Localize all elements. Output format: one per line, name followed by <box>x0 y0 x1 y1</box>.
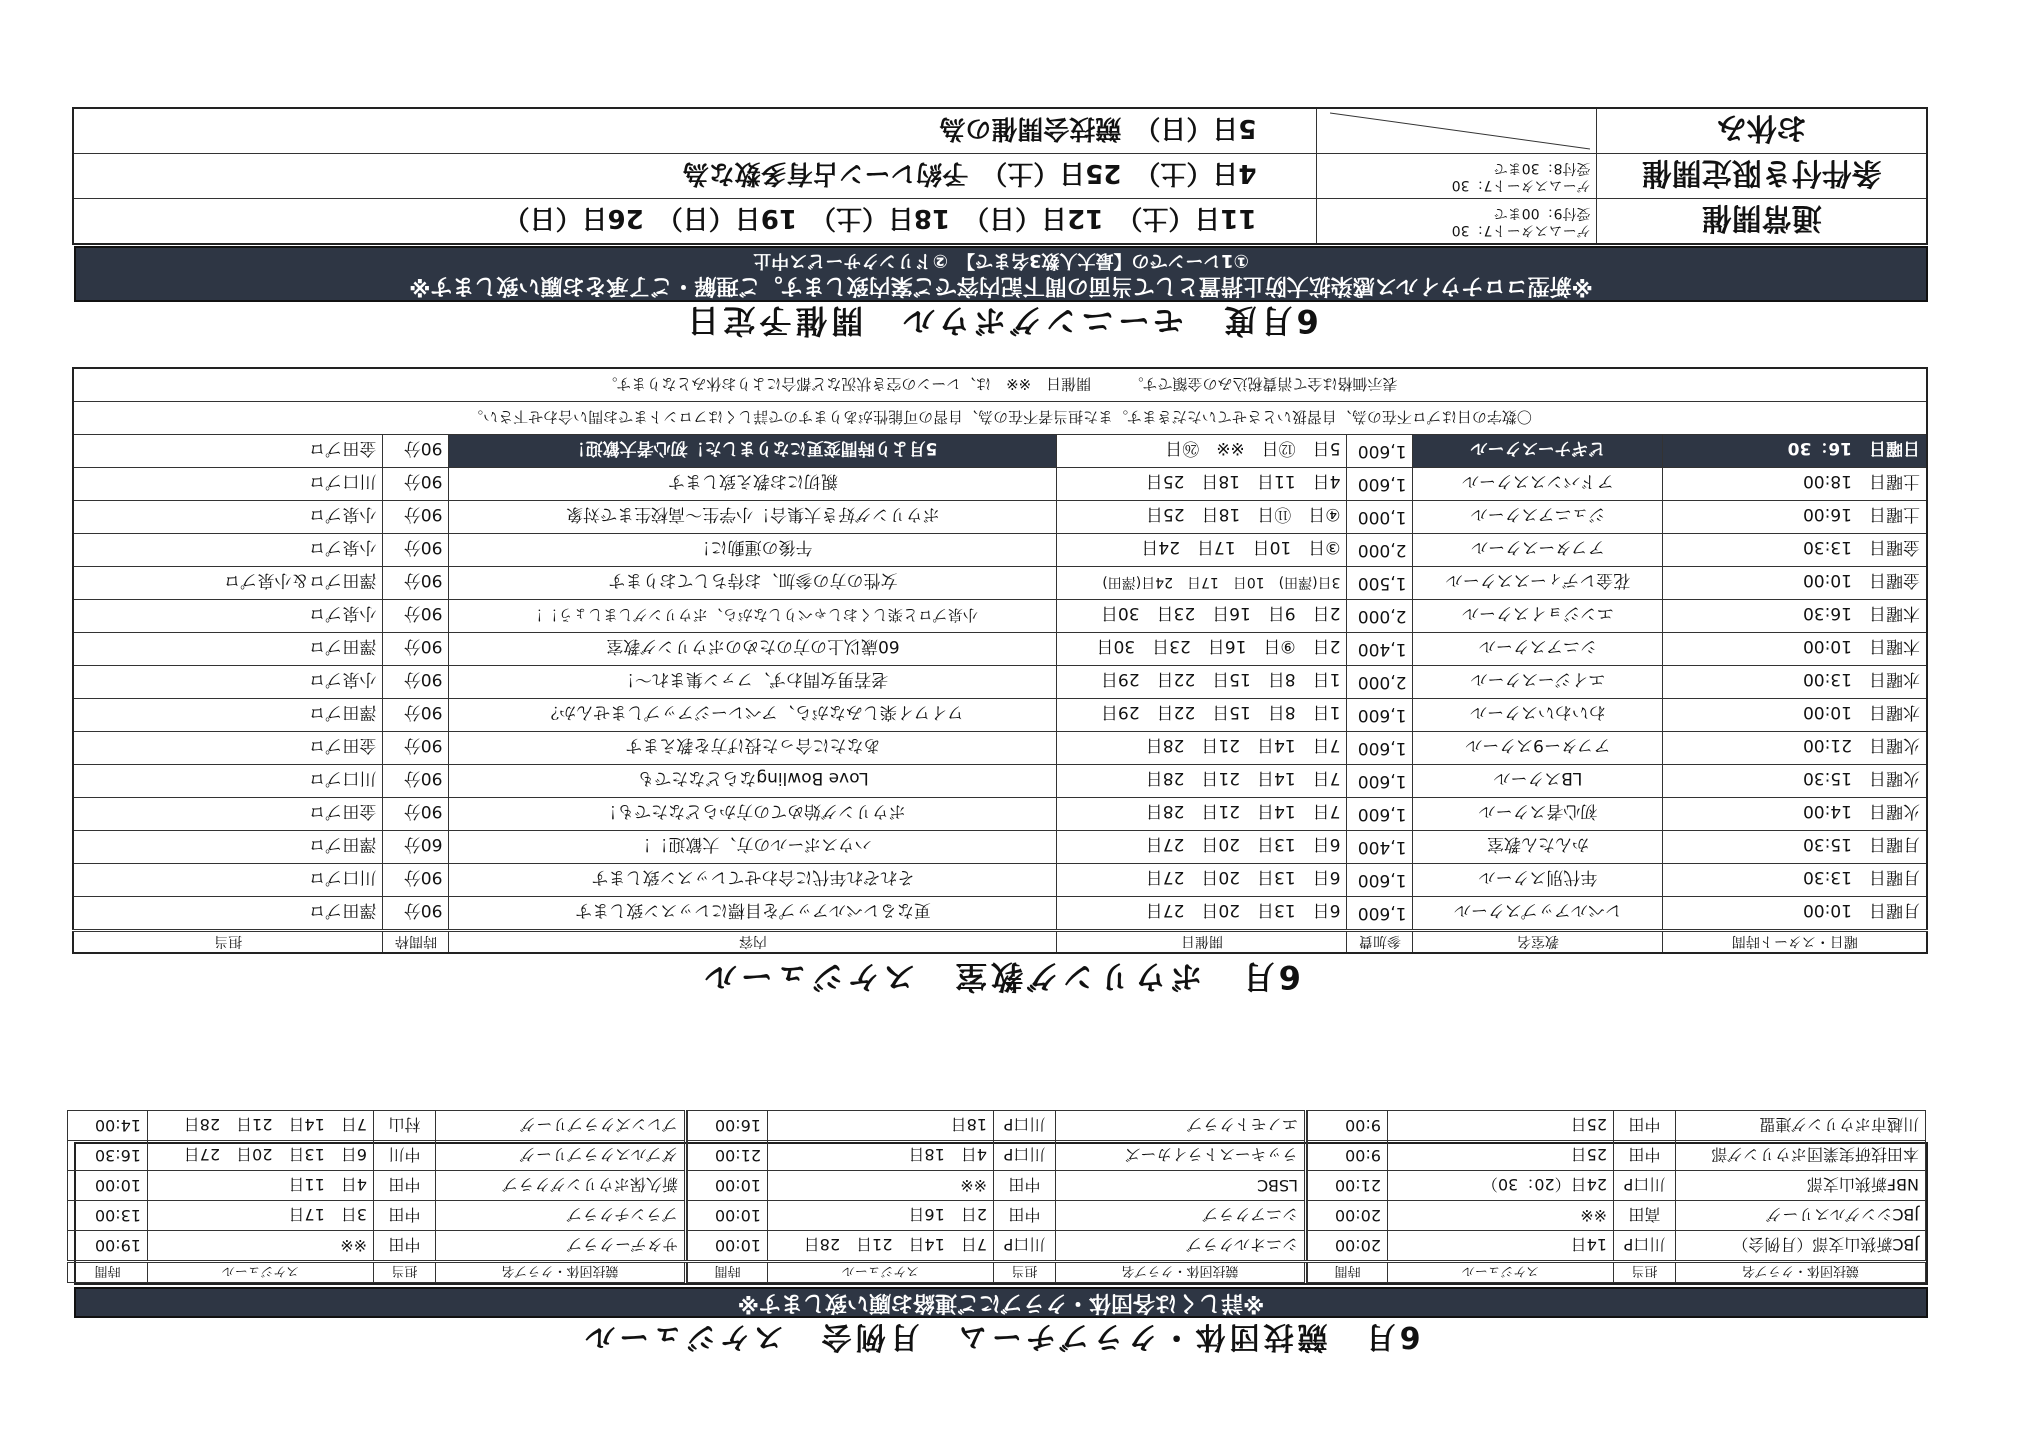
club-row <box>1308 1201 1926 1231</box>
lesson-dates: 2日 ⑨日 16日 23日 30日 <box>1057 633 1347 666</box>
club-row <box>1308 1111 1926 1141</box>
lesson-row <box>73 831 1927 864</box>
club-name: 新久保ボウリングクラブ <box>436 1171 686 1201</box>
lesson-row <box>73 633 1927 666</box>
lesson-dates: 1日 8日 15日 22日 29日 <box>1057 666 1347 699</box>
morning-row <box>73 154 1927 199</box>
morning-title: 6月度 モーニングボウル 開催予定日 <box>683 302 1319 340</box>
club-staff: 中田 <box>374 1231 436 1262</box>
lesson-staff: 金田プロ <box>73 435 383 468</box>
club-staff: 中田 <box>994 1201 1056 1231</box>
club-row <box>1308 1141 1926 1171</box>
lesson-slot: 90分 <box>383 633 449 666</box>
club-time: 20:00 <box>1308 1201 1388 1231</box>
club-staff: 高田 <box>1614 1201 1676 1231</box>
club-schedule: ※※ <box>768 1171 994 1201</box>
lesson-name: アドバンススクール <box>1413 468 1663 501</box>
lesson-row <box>73 765 1927 798</box>
lesson-row <box>73 798 1927 831</box>
lesson-staff: 川口プロ <box>73 468 383 501</box>
lesson-fee: 1,500 <box>1347 567 1413 600</box>
club-time: 9:00 <box>1308 1141 1388 1171</box>
club-row <box>688 1171 1306 1201</box>
club-schedule: 2日 16日 <box>768 1201 994 1231</box>
clubs-header-row <box>688 1262 1306 1283</box>
club-name: ラッキーストライカーズ <box>1056 1141 1306 1171</box>
lesson-name: エイジースクール <box>1413 666 1663 699</box>
lesson-content: 更なるレベルアップを目標にレッスン致します <box>449 897 1057 931</box>
club-schedule-header: スケジュール <box>768 1262 994 1283</box>
lesson-staff: 澤田プロ＆小泉プロ <box>73 567 383 600</box>
lesson-day: 土曜日 18:00 <box>1663 468 1927 501</box>
club-schedule: ※※ <box>148 1231 374 1262</box>
lesson-slot: 90分 <box>383 699 449 732</box>
lesson-dates: ④日 ⑪日 18日 25日 <box>1057 501 1347 534</box>
lesson-staff: 澤田プロ <box>73 831 383 864</box>
club-name: ダブルスクラブリーグ <box>436 1141 686 1171</box>
club-time: 10:00 <box>688 1201 768 1231</box>
clubs-table-3 <box>67 1110 687 1283</box>
lesson-name: レベルアップスクール <box>1413 897 1663 931</box>
lesson-slot: 90分 <box>383 468 449 501</box>
lesson-day: 木曜日 16:30 <box>1663 600 1927 633</box>
lesson-row <box>73 666 1927 699</box>
morning-sub-notice: ①1レーンでの【最大人数3名まで】 ②ドリンクサービス中止 <box>753 250 1249 271</box>
lesson-slot-header: 時間枠 <box>383 931 449 954</box>
club-name: シニアクラブ <box>1056 1201 1306 1231</box>
club-name: JBC新狭山支部（月例会） <box>1676 1231 1926 1262</box>
club-row <box>68 1201 686 1231</box>
club-schedule: 25日 <box>1388 1141 1614 1171</box>
lesson-name: 花金レディーススクール <box>1413 567 1663 600</box>
lesson-dates: 7日 14日 21日 28日 <box>1057 765 1347 798</box>
lesson-fee: 1,400 <box>1347 831 1413 864</box>
lesson-slot: 90分 <box>383 732 449 765</box>
morning-start-time: ゲームスタート7：30 <box>1451 177 1591 193</box>
lesson-slot: 90分 <box>383 567 449 600</box>
lesson-fee: 2,000 <box>1347 666 1413 699</box>
lesson-staff: 小泉プロ <box>73 501 383 534</box>
clubs-header-row <box>1308 1262 1926 1283</box>
club-schedule-header: スケジュール <box>148 1262 374 1283</box>
lesson-name: わいわいスクール <box>1413 699 1663 732</box>
lesson-fee: 2,000 <box>1347 600 1413 633</box>
lesson-name: エンジョイスクール <box>1413 600 1663 633</box>
club-schedule-header: スケジュール <box>1388 1262 1614 1283</box>
club-name: NBF新狭山支部 <box>1676 1171 1926 1201</box>
club-time-header: 時間 <box>1308 1262 1388 1283</box>
club-row <box>68 1111 686 1141</box>
lesson-dates: 4日 11日 18日 25日 <box>1057 468 1347 501</box>
club-name: 本田技研実業団ボウリング部 <box>1676 1141 1926 1171</box>
lesson-fee: 2,000 <box>1347 534 1413 567</box>
lesson-content: それぞれ年代に合わせてレッスン致します <box>449 864 1057 897</box>
club-time: 10:00 <box>68 1171 148 1201</box>
morning-row <box>73 108 1927 154</box>
lesson-row <box>73 864 1927 897</box>
lesson-name: シニアスクール <box>1413 633 1663 666</box>
lesson-content: 60歳以上の方のためのボウリング教室 <box>449 633 1057 666</box>
club-staff-header: 担当 <box>1614 1262 1676 1283</box>
lesson-slot: 90分 <box>383 534 449 567</box>
lesson-fee: 1,400 <box>1347 633 1413 666</box>
lesson-fee: 1,600 <box>1347 765 1413 798</box>
lesson-staff: 川口プロ <box>73 864 383 897</box>
lesson-slot: 90分 <box>383 435 449 468</box>
lesson-content: 5月より時間変更になりました！初心者大歓迎！ <box>449 435 1057 468</box>
club-staff: 村山 <box>374 1111 436 1141</box>
morning-label: 通常開催 <box>1597 199 1927 245</box>
lesson-row <box>73 600 1927 633</box>
club-name: 川越市ボウリング連盟 <box>1676 1111 1926 1141</box>
clubs-table-1 <box>1307 1110 1926 1283</box>
lesson-staff: 小泉プロ <box>73 666 383 699</box>
lesson-day: 火曜日 21:00 <box>1663 732 1927 765</box>
club-staff: 中田 <box>374 1171 436 1201</box>
club-staff: 中田 <box>994 1171 1056 1201</box>
club-staff-header: 担当 <box>374 1262 436 1283</box>
morning-start-time: ゲームスタート7：30 <box>1451 222 1591 238</box>
lessons-table <box>72 367 1928 954</box>
lesson-fee: 1,600 <box>1347 468 1413 501</box>
lesson-day: 火曜日 14:00 <box>1663 798 1927 831</box>
lesson-slot: 90分 <box>383 798 449 831</box>
lesson-name: ビギナースクール <box>1413 435 1663 468</box>
morning-table <box>72 107 1928 245</box>
lesson-dates: 6日 13日 20日 27日 <box>1057 831 1347 864</box>
club-row <box>688 1201 1306 1231</box>
lesson-day-header: 曜日・スタート時間 <box>1663 931 1927 954</box>
lesson-content: ワイワイ楽しみながら、アベレージアップしませんか？ <box>449 699 1057 732</box>
club-name: サタデークラブ <box>436 1231 686 1262</box>
lesson-name: 年代別スクール <box>1413 864 1663 897</box>
morning-time <box>1317 199 1597 245</box>
lesson-day: 金曜日 10:00 <box>1663 567 1927 600</box>
lesson-row <box>73 567 1927 600</box>
club-staff: 川口P <box>994 1111 1056 1141</box>
club-staff: 川口P <box>994 1141 1056 1171</box>
club-staff: 川口P <box>1614 1231 1676 1262</box>
club-time-header: 時間 <box>688 1262 768 1283</box>
club-name-header: 競技団体・クラブ名 <box>436 1262 686 1283</box>
lesson-name: LBスクール <box>1413 765 1663 798</box>
lesson-staff: 金田プロ <box>73 798 383 831</box>
morning-label: お休み <box>1597 108 1927 154</box>
lesson-fee: 1,600 <box>1347 435 1413 468</box>
lesson-day: 土曜日 16:00 <box>1663 501 1927 534</box>
lesson-row <box>73 501 1927 534</box>
lesson-day: 月曜日 13:30 <box>1663 864 1927 897</box>
lesson-staff-header: 担当 <box>73 931 383 954</box>
lesson-dates: 5日 ⑫日 ※※ ㉖日 <box>1057 435 1347 468</box>
club-schedule: 24日（20：30） <box>1388 1171 1614 1201</box>
club-name: シニオルクラブ <box>1056 1231 1306 1262</box>
club-schedule: 14日 <box>1388 1231 1614 1262</box>
lesson-day: 月曜日 10:00 <box>1663 897 1927 931</box>
lesson-content: 老若男女問わず、ファン集まれ～！ <box>449 666 1057 699</box>
lesson-slot: 60分 <box>383 831 449 864</box>
lesson-name: ジュニアスクール <box>1413 501 1663 534</box>
lesson-slot: 90分 <box>383 501 449 534</box>
morning-time <box>1317 154 1597 199</box>
club-schedule: ※※ <box>1388 1201 1614 1231</box>
lesson-row <box>73 534 1927 567</box>
lesson-dates-header: 開催日 <box>1057 931 1347 954</box>
lesson-fee: 1,600 <box>1347 699 1413 732</box>
lesson-fee: 1,000 <box>1347 501 1413 534</box>
morning-dates: 4日（土） 25日（土） 予約レーン占有多数な為 <box>73 154 1317 199</box>
club-staff-header: 担当 <box>994 1262 1056 1283</box>
lesson-note-1: 〇数字の日はプロ不在の為、自習扱いとさせていただきます。また担当者不在の為、自習の可能性がありますので詳しくはフロントまでお問い合わせ下さい。 <box>73 402 1927 435</box>
club-row <box>688 1231 1306 1262</box>
lesson-dates: 7日 14日 21日 28日 <box>1057 798 1347 831</box>
lesson-note-row <box>73 402 1927 435</box>
lesson-staff: 金田プロ <box>73 732 383 765</box>
lesson-note-2: 表示価格は全て消費税込みの金額です。 開催日 ※※ は、レーンの空き状況など都合によりお休みとなります。 <box>73 368 1927 402</box>
lesson-slot: 90分 <box>383 897 449 931</box>
club-staff: 中田 <box>1614 1141 1676 1171</box>
morning-reception-time: 受付8：30まで <box>1493 160 1591 176</box>
club-row <box>688 1111 1306 1141</box>
lesson-day: 金曜日 13:30 <box>1663 534 1927 567</box>
club-time: 16:30 <box>68 1141 148 1171</box>
club-time: 10:00 <box>688 1231 768 1262</box>
club-time: 21:00 <box>1308 1171 1388 1201</box>
clubs-schedule <box>74 1115 1928 1285</box>
lesson-fee: 1,600 <box>1347 732 1413 765</box>
lesson-slot: 90分 <box>383 600 449 633</box>
club-time: 10:00 <box>688 1171 768 1201</box>
lesson-dates: 1日 8日 15日 22日 29日 <box>1057 699 1347 732</box>
club-time: 20:00 <box>1308 1231 1388 1262</box>
lesson-slot: 90分 <box>383 666 449 699</box>
club-schedule: 18日 <box>768 1111 994 1141</box>
club-row <box>1308 1231 1926 1262</box>
lesson-staff: 川口プロ <box>73 765 383 798</box>
lesson-day: 水曜日 10:00 <box>1663 699 1927 732</box>
club-schedule: 6日 13日 20日 27日 <box>148 1141 374 1171</box>
club-row <box>68 1231 686 1262</box>
lesson-dates: 7日 14日 21日 28日 <box>1057 732 1347 765</box>
lesson-content: 午後の運動に！ <box>449 534 1057 567</box>
lesson-content: ハウスボールの方、大歓迎！！ <box>449 831 1057 864</box>
lesson-day: 木曜日 10:00 <box>1663 633 1927 666</box>
lesson-dates: 6日 13日 20日 27日 <box>1057 864 1347 897</box>
lesson-content: ボウリング始めての方からどなたでも！ <box>449 798 1057 831</box>
lesson-fee: 1,600 <box>1347 798 1413 831</box>
diagonal-strike <box>1331 111 1591 151</box>
club-name: LSBC <box>1056 1171 1306 1201</box>
lesson-content: Love Bowlingならどなたでも <box>449 765 1057 798</box>
lesson-row-highlight <box>73 435 1927 468</box>
club-name: JBCシングルスリーグ <box>1676 1201 1926 1231</box>
morning-row <box>73 199 1927 245</box>
lesson-name: アフター9スクール <box>1413 732 1663 765</box>
club-name-header: 競技団体・クラブ名 <box>1676 1262 1926 1283</box>
lesson-fee: 1,600 <box>1347 897 1413 931</box>
lesson-row <box>73 732 1927 765</box>
lesson-name: かんたん教室 <box>1413 831 1663 864</box>
club-schedule: 3日 17日 <box>148 1201 374 1231</box>
lesson-content: ボウリング好き大集合！小学生～高校生まで対象 <box>449 501 1057 534</box>
lessons-header-row <box>73 931 1927 954</box>
lessons-title: 6月 ボウリング教室 スケジュール <box>701 958 1301 996</box>
clubs-table-2 <box>687 1110 1307 1283</box>
clubs-header-row <box>68 1262 686 1283</box>
morning-reception-time: 受付9：00まで <box>1493 205 1591 221</box>
club-schedule: 7日 14日 21日 28日 <box>148 1111 374 1141</box>
club-row <box>68 1171 686 1201</box>
lesson-name-header: 教室名 <box>1413 931 1663 954</box>
lesson-dates: ③日 10日 17日 24日 <box>1057 534 1347 567</box>
club-schedule: 4日 11日 <box>148 1171 374 1201</box>
club-staff: 中川 <box>374 1141 436 1171</box>
lesson-day: 火曜日 15:30 <box>1663 765 1927 798</box>
lesson-slot: 90分 <box>383 765 449 798</box>
club-row <box>688 1141 1306 1171</box>
lesson-staff: 澤田プロ <box>73 699 383 732</box>
club-time: 13:00 <box>68 1201 148 1231</box>
club-name: ブランチクラブ <box>436 1201 686 1231</box>
lesson-row <box>73 468 1927 501</box>
club-time: 16:00 <box>688 1111 768 1141</box>
lesson-row <box>73 897 1927 931</box>
lesson-dates: 2日 9日 16日 23日 30日 <box>1057 600 1347 633</box>
lesson-content: 女性の方の参加、お待ちしております <box>449 567 1057 600</box>
club-staff: 川口P <box>994 1231 1056 1262</box>
club-row <box>1308 1171 1926 1201</box>
lesson-content: 小泉プロと楽しくおしゃべりしながら、ボウリングしましょう！！ <box>449 600 1057 633</box>
club-time: 19:00 <box>68 1231 148 1262</box>
lesson-staff: 小泉プロ <box>73 534 383 567</box>
club-time: 21:00 <box>688 1141 768 1171</box>
lesson-note-row <box>73 368 1927 402</box>
club-staff: 中田 <box>374 1201 436 1231</box>
lesson-name: 初心者スクール <box>1413 798 1663 831</box>
lesson-dates: 3日(澤田) 10日 17日 24日(澤田) <box>1057 567 1347 600</box>
lesson-slot: 90分 <box>383 864 449 897</box>
lesson-day: 水曜日 13:00 <box>1663 666 1927 699</box>
clubs-title: 6月 競技団体・クラブチーム 月例会 スケジュール <box>581 1319 1421 1354</box>
club-schedule: 25日 <box>1388 1111 1614 1141</box>
lesson-name: アフタースクール <box>1413 534 1663 567</box>
club-row <box>68 1141 686 1171</box>
lesson-day: 月曜日 15:30 <box>1663 831 1927 864</box>
lesson-staff: 澤田プロ <box>73 633 383 666</box>
club-time: 14:00 <box>68 1111 148 1141</box>
club-schedule: 4日 18日 <box>768 1141 994 1171</box>
lesson-content: あなたに合った投げ方を教えます <box>449 732 1057 765</box>
lesson-fee: 1,600 <box>1347 864 1413 897</box>
club-name: ブレンズクラブリーグ <box>436 1111 686 1141</box>
morning-dates: 5日（日） 競技会開催の為 <box>73 108 1317 154</box>
morning-label: 条件付き限定開催 <box>1597 154 1927 199</box>
club-time: 9:00 <box>1308 1111 1388 1141</box>
lesson-content-header: 内容 <box>449 931 1057 954</box>
lesson-day: 日曜日 16：30 <box>1663 435 1927 468</box>
morning-dates: 11日（土） 12日（日） 18日（土） 19日（日） 26日（日） <box>73 199 1317 245</box>
lesson-fee-header: 参加費 <box>1347 931 1413 954</box>
lesson-content: 親切にお教え致します <box>449 468 1057 501</box>
club-time-header: 時間 <box>68 1262 148 1283</box>
lesson-staff: 小泉プロ <box>73 600 383 633</box>
lesson-row <box>73 699 1927 732</box>
club-name: エノモトクラブ <box>1056 1111 1306 1141</box>
morning-notice-bar <box>74 246 1928 302</box>
morning-time <box>1317 108 1597 154</box>
club-staff: 川口P <box>1614 1171 1676 1201</box>
lesson-staff: 澤田プロ <box>73 897 383 931</box>
clubs-notice: ※詳しくは各団体・クラブにご連絡お願い致します※ <box>74 1287 1928 1318</box>
club-name-header: 競技団体・クラブ名 <box>1056 1262 1306 1283</box>
morning-notice: ※新型コロナウイルス感染拡大防止措置として当面の間下記内容でご案内致します。ご理解・ご了承をお願い致します※ <box>409 273 1593 298</box>
club-schedule: 7日 14日 21日 28日 <box>768 1231 994 1262</box>
club-staff: 中田 <box>1614 1111 1676 1141</box>
lesson-dates: 6日 13日 20日 27日 <box>1057 897 1347 931</box>
